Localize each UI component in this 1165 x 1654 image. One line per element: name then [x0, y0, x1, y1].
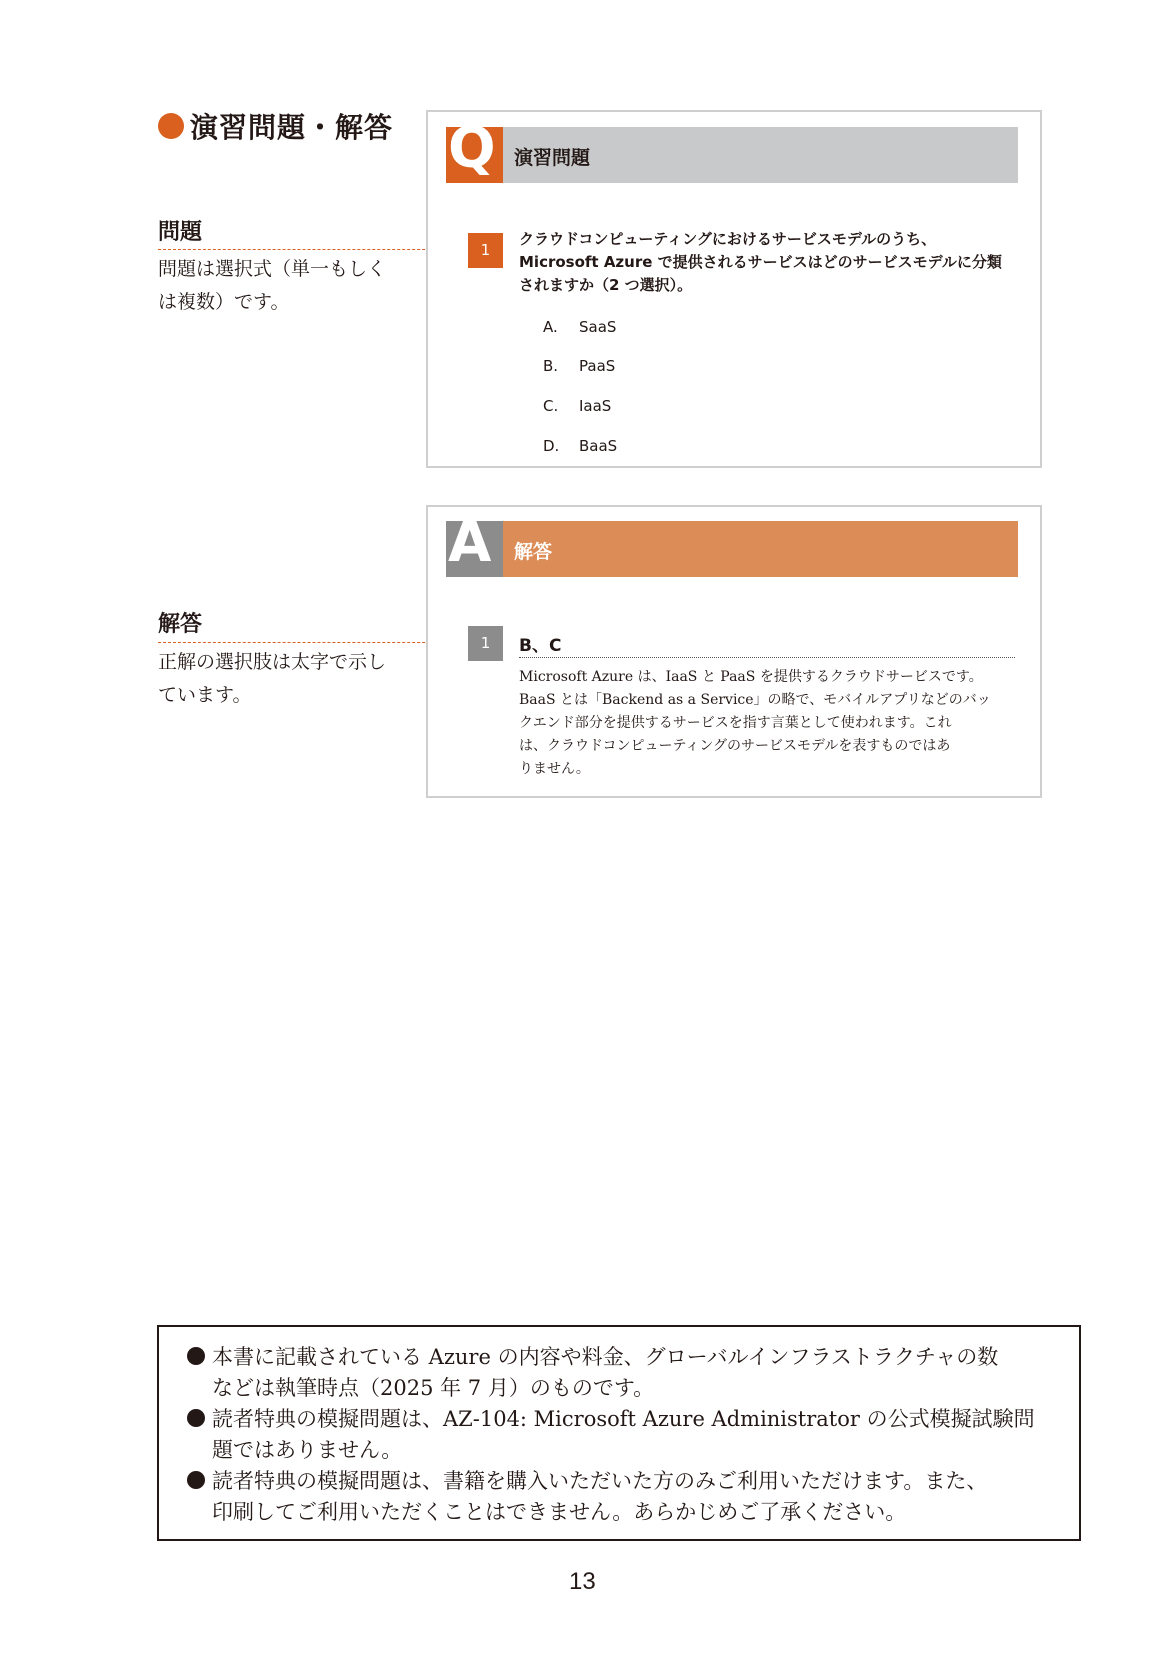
question-box — [426, 110, 1042, 468]
answer-annotation-heading: 解答 — [158, 612, 203, 637]
question-annotation-text-line: 問題は選択式（単一もしく — [158, 258, 387, 280]
notice-box — [157, 1325, 1081, 1541]
notice-text-line: などは執筆時点（2025 年 7 月）のものです。 — [212, 1376, 655, 1400]
option-c-letter: C. — [543, 397, 559, 415]
notice-bullet-icon — [187, 1347, 205, 1365]
option-a-text: SaaS — [579, 318, 617, 336]
answer-value: B、C — [519, 636, 562, 656]
explanation-line: Microsoft Azure は、IaaS と PaaS を提供するクラウドサービスです。 — [519, 669, 983, 685]
answer-annotation-text-line: 正解の選択肢は太字で示し — [158, 651, 387, 673]
question-header-label: 演習問題 — [514, 147, 591, 169]
question-leader-line — [158, 249, 460, 250]
answer-number-badge: 1 — [468, 626, 503, 661]
question-number-badge: 1 — [468, 233, 503, 268]
section-bullet-icon — [158, 113, 184, 139]
notice-text-line: 題ではありません。 — [212, 1438, 403, 1462]
question-text-line: クラウドコンピューティングにおけるサービスモデルのうち、 — [519, 230, 937, 248]
answer-box — [426, 505, 1042, 798]
option-a-letter: A. — [543, 318, 558, 336]
notice-text-line: 読者特典の模擬問題は、書籍を購入いただいた方のみご利用いただけます。また、 — [212, 1469, 988, 1493]
question-annotation-text-line: は複数）です。 — [158, 291, 290, 313]
option-b-letter: B. — [543, 357, 559, 375]
explanation-line: BaaS とは「Backend as a Service」の略で、モバイルアプリなどのバッ — [519, 692, 991, 708]
notice-bullet-icon — [187, 1409, 205, 1427]
answer-header-label: 解答 — [514, 541, 553, 563]
answer-tag — [446, 521, 503, 577]
notice-text-line: 読者特典の模擬問題は、AZ-104: Microsoft Azure Administrator の公式模擬試験問 — [212, 1407, 1035, 1431]
question-text-line: Microsoft Azure で提供されるサービスはどのサービスモデルに分類 — [519, 253, 1002, 271]
answer-annotation-text-line: ています。 — [158, 684, 252, 706]
option-d-text: BaaS — [579, 437, 618, 455]
question-tag-letter: Q — [448, 127, 496, 181]
notice-text-line: 本書に記載されている Azure の内容や料金、グローバルインフラストラクチャの数 — [212, 1345, 999, 1369]
answer-divider — [519, 657, 1015, 658]
question-annotation-heading: 問題 — [158, 220, 203, 245]
answer-tag-letter: A — [448, 521, 492, 575]
explanation-line: クエンド部分を提供するサービスを指す言葉として使われます。これ — [519, 715, 952, 731]
explanation-line: りません。 — [519, 761, 590, 777]
option-d-letter: D. — [543, 437, 560, 455]
notice-bullet-icon — [187, 1471, 205, 1489]
section-title: 演習問題・解答 — [190, 111, 394, 144]
option-c-text: IaaS — [579, 397, 612, 415]
page-number: 13 — [569, 1568, 596, 1595]
option-b-text: PaaS — [579, 357, 616, 375]
answer-leader-line — [158, 642, 460, 643]
question-tag — [446, 127, 503, 183]
notice-text-line: 印刷してご利用いただくことはできません。あらかじめご了承ください。 — [212, 1500, 907, 1524]
question-text-line: されますか（2 つ選択）。 — [519, 276, 693, 294]
explanation-line: は、クラウドコンピューティングのサービスモデルを表すものではあ — [519, 738, 951, 754]
